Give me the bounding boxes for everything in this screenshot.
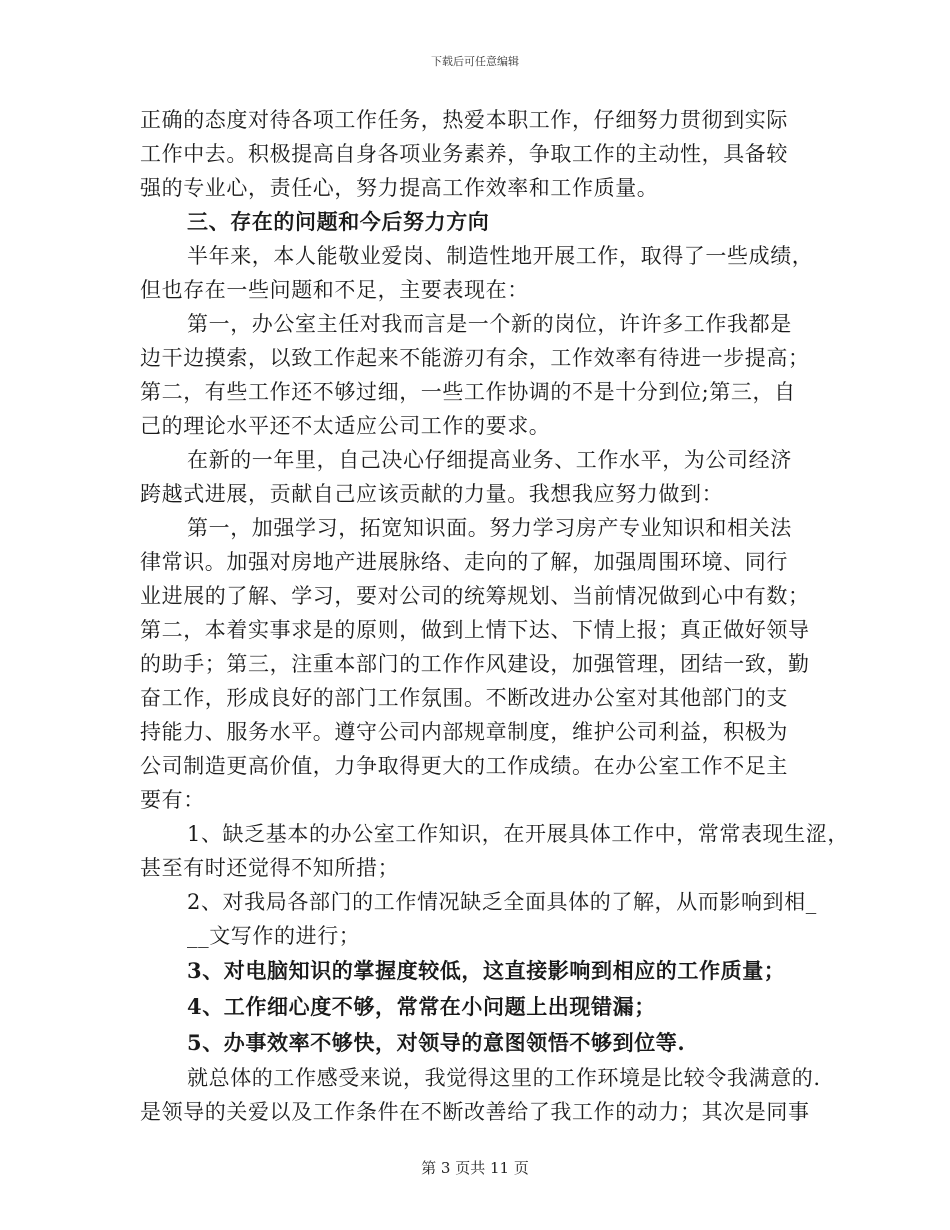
text-line: 边干边摸索，以致工作起来不能游刃有余，工作效率有待进一步提高；: [140, 346, 810, 370]
text-line: 第二，有些工作还不够过细，一些工作协调的不是十分到位;第三，自: [140, 380, 796, 404]
text-line: 的助手；第三，注重本部门的工作作风建设，加强管理，团结一致，勤: [140, 652, 810, 676]
section-heading: 三、存在的问题和今后努力方向: [187, 209, 490, 234]
text-line: 第二，本着实事求是的原则，做到上情下达、下情上报；真正做好领导: [140, 618, 810, 642]
text-line: 第一，加强学习，拓宽知识面。努力学习房产专业知识和相关法: [187, 516, 792, 540]
text-line: 但也存在一些问题和不足，主要表现在：: [140, 278, 529, 302]
text-line: 公司制造更高价值，力争取得更大的工作成绩。在办公室工作不足主: [140, 754, 788, 778]
text-line: 第一，办公室主任对我而言是一个新的岗位，许许多工作我都是: [187, 312, 792, 336]
list-item: 4、工作细心度不够，常常在小问题上出现错漏；: [187, 994, 656, 1019]
list-item: 3、对电脑知识的掌握度较低，这直接影响到相应的工作质量；: [187, 958, 786, 983]
text-line: 跨越式进展，贡献自己应该贡献的力量。我想我应努力做到：: [140, 482, 724, 506]
text-line: 是领导的关爱以及工作条件在不断改善给了我工作的动力；其次是同事: [140, 1100, 810, 1124]
text-line: 工作中去。积极提高自身各项业务素养，争取工作的主动性，具备较: [140, 142, 788, 166]
page-header-note: 下载后可任意编辑: [431, 55, 519, 68]
list-item: 2、对我局各部门的工作情况缺乏全面具体的了解，从而影响到相_: [187, 890, 817, 914]
text-line: __文写作的进行；: [187, 924, 361, 948]
text-line: 就总体的工作感受来说，我觉得这里的工作环境是比较令我满意的.: [187, 1066, 821, 1090]
text-line: 甚至有时还觉得不知所措；: [140, 856, 400, 880]
text-line: 己的理论水平还不太适应公司工作的要求。: [140, 414, 551, 438]
text-line: 业进展的了解、学习，要对公司的统筹规划、当前情况做到心中有数；: [140, 584, 810, 608]
text-line: 半年来，本人能敬业爱岗、制造性地开展工作，取得了一些成绩，: [187, 244, 814, 268]
text-line: 在新的一年里，自己决心仔细提高业务、工作水平，为公司经济: [187, 448, 792, 472]
text-line: 持能力、服务水平。遵守公司内部规章制度，维护公司利益，积极为: [140, 720, 788, 744]
list-item: 5、办事效率不够快，对领导的意图领悟不够到位等.: [187, 1030, 686, 1055]
text-line: 强的专业心，责任心，努力提高工作效率和工作质量。: [140, 176, 659, 200]
list-item: 1、缺乏基本的办公室工作知识，在开展具体工作中，常常表现生涩，: [187, 822, 849, 846]
text-line: 正确的态度对待各项工作任务，热爱本职工作，仔细努力贯彻到实际: [140, 108, 788, 132]
text-line: 律常识。加强对房地产进展脉络、走向的了解，加强周围环境、同行: [140, 550, 788, 574]
document-body: [140, 103, 849, 1129]
text-line: 要有：: [140, 788, 205, 812]
text-line: 奋工作，形成良好的部门工作氛围。不断改进办公室对其他部门的支: [140, 686, 788, 710]
page-number: 第 3 页共 11 页: [421, 1159, 529, 1177]
